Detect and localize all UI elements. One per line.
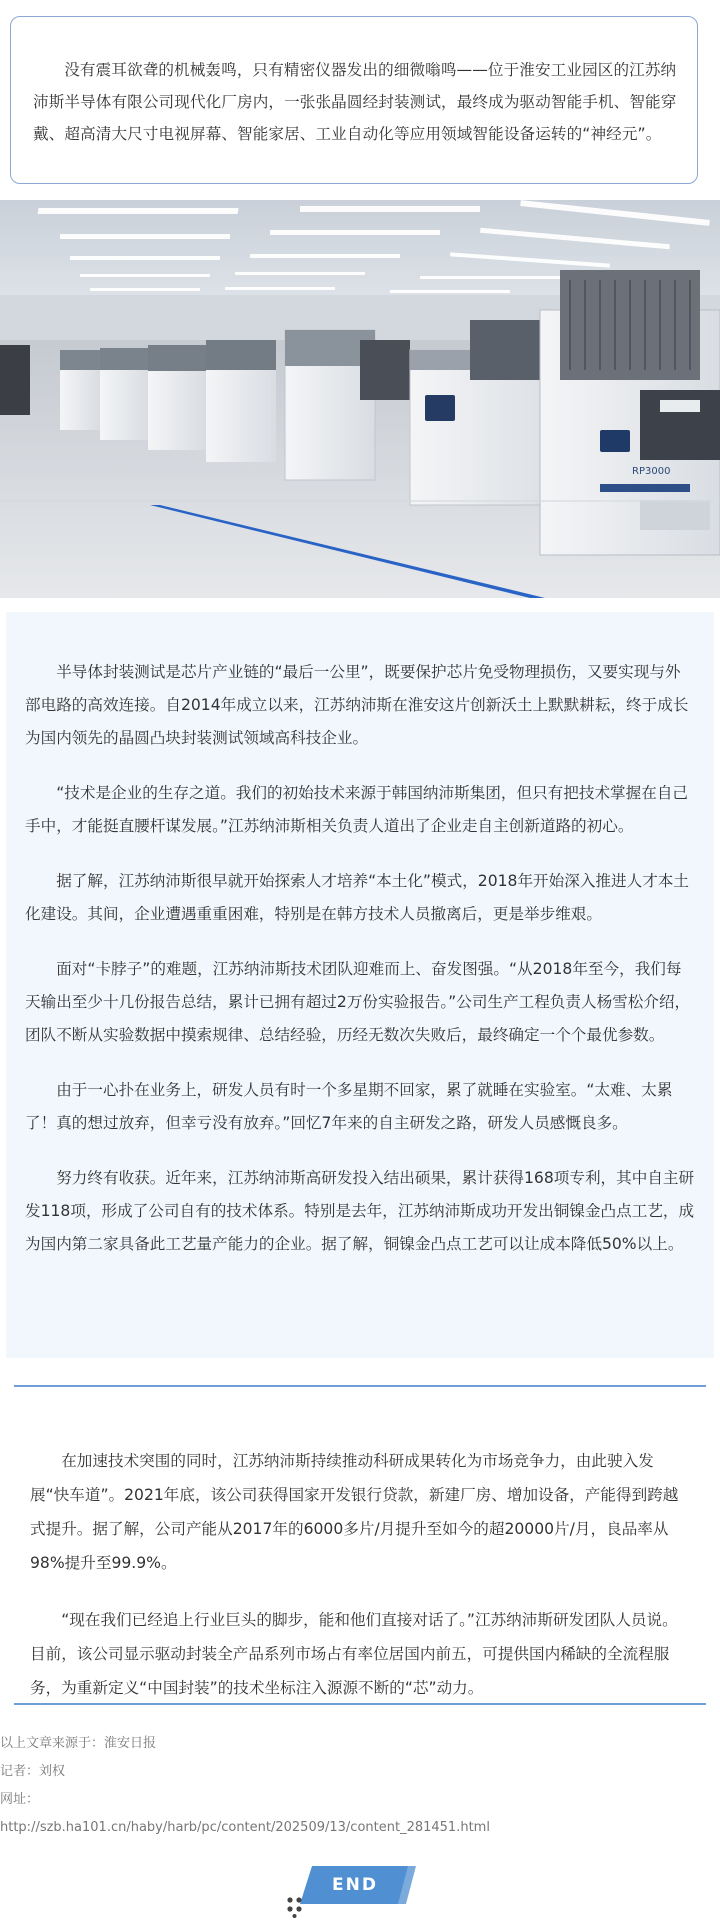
panel-paragraph-1: 半导体封装测试是芯片产业链的“最后一公里”，既要保护芯片免受物理损伤，又要实现与外部电路的高效连接。自2014年成立以来，江苏纳沛斯在淮安这片创新沃土上默默耕耘，终于成长为国内领先的晶圆凸块封装测试领域高科技企业。 <box>25 663 689 747</box>
machine-label: RP3000 <box>632 466 671 477</box>
factory-photo <box>0 200 720 598</box>
section-divider-top <box>14 1385 706 1387</box>
decorative-dots-icon <box>286 1895 306 1918</box>
article-panel <box>6 612 714 1358</box>
section-paragraph-1: 在加速技术突围的同时，江苏纳沛斯持续推动科研成果转化为市场竞争力，由此驶入发展“快车道”。2021年底，该公司获得国家开发银行贷款，新建厂房、增加设备，产能得到跨越式提升。据了解，公司产能从2017年的6000多片/月提升至如今的超20000片/月，良品率从98%提升至99.9%。 <box>30 1452 679 1572</box>
panel-paragraph-6: 努力终有收获。近年来，江苏纳沛斯高研发投入结出硕果，累计获得168项专利，其中自主研发118项，形成了公司自有的技术体系。特别是去年，江苏纳沛斯成功开发出铜镍金凸点工艺，成为国内第二家具备此工艺量产能力的企业。据了解，铜镍金凸点工艺可以让成本降低50%以上。 <box>25 1169 695 1253</box>
section-paragraph-2: “现在我们已经追上行业巨头的脚步，能和他们直接对话了。”江苏纳沛斯研发团队人员说。目前，该公司显示驱动封装全产品系列市场占有率位居国内前五，可提供国内稀缺的全流程服务，为重新定义“中国封装”的技术坐标注入源源不断的“芯”动力。 <box>30 1611 678 1697</box>
article-section <box>30 1444 690 1728</box>
end-label: END <box>332 1875 378 1895</box>
end-badge <box>300 1866 420 1904</box>
source-url-link[interactable]: http://szb.ha101.cn/haby/harb/pc/content/202509/13/content_281451.html <box>0 1820 490 1835</box>
section-divider-bottom <box>14 1703 706 1705</box>
source-info <box>0 1730 720 1842</box>
url-label: 网址： <box>0 1792 40 1807</box>
intro-paragraph: 没有震耳欲聋的机械轰鸣，只有精密仪器发出的细微嗡鸣——位于淮安工业园区的江苏纳沛斯半导体有限公司现代化厂房内，一张张晶圆经封装测试，最终成为驱动智能手机、智能穿戴、超高清大尺寸电视屏幕、智能家居、工业自动化等应用领域智能设备运转的“神经元”。 <box>33 61 677 143</box>
panel-paragraph-5: 由于一心扑在业务上，研发人员有时一个多星期不回家，累了就睡在实验室。“太难、太累了！真的想过放弃，但幸亏没有放弃。”回忆7年来的自主研发之路，研发人员感慨良多。 <box>25 1081 673 1132</box>
panel-paragraph-3: 据了解，江苏纳沛斯很早就开始探索人才培养“本土化”模式，2018年开始深入推进人才本土化建设。其间，企业遭遇重重困难，特别是在韩方技术人员撤离后，更是举步维艰。 <box>25 872 689 923</box>
intro-box <box>10 16 698 184</box>
panel-paragraph-2: “技术是企业的生存之道。我们的初始技术来源于韩国纳沛斯集团，但只有把技术掌握在自己手中，才能挺直腰杆谋发展。”江苏纳沛斯相关负责人道出了企业走自主创新道路的初心。 <box>25 784 689 835</box>
source-line: 以上文章来源于：淮安日报 <box>0 1736 157 1751</box>
reporter-line: 记者：刘权 <box>0 1764 66 1779</box>
panel-paragraph-4: 面对“卡脖子”的难题，江苏纳沛斯技术团队迎难而上、奋发图强。“从2018年至今，我们每天输出至少十几份报告总结，累计已拥有超过2万份实验报告。”公司生产工程负责人杨雪松介绍，团队不断从实验数据中摸索规律、总结经验，历经无数次失败后，最终确定一个个最优参数。 <box>25 960 691 1044</box>
